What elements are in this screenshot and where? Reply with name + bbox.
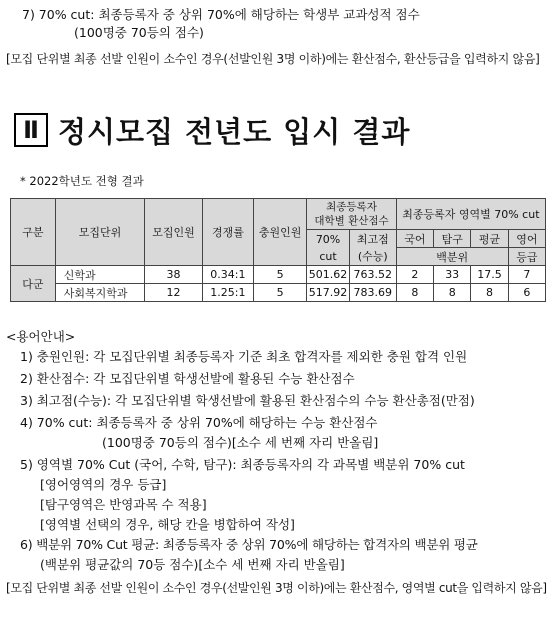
glossary-item: (100명중 70등의 점수)[소수 세 번째 자리 반올림] [102,435,379,450]
header-score-group-line2: 대학별 환산점수 [314,215,389,227]
cell-additional: 5 [253,266,306,284]
glossary-item: 2) 환산점수: 각 모집단위별 학생선발에 활용된 수능 환산점수 [20,371,355,386]
cell-cut70: 517.92 [307,284,350,302]
top-note: [모집 단위별 최종 선발 인원이 소수인 경우(선발인원 3명 이하)에는 환산점수, 환산등급을 입력하지 않음] [6,52,540,66]
cell-quota: 38 [145,266,203,284]
section-numeral-box [14,113,48,147]
cell-additional: 5 [253,284,306,302]
glossary-item: (백분위 평균값의 70등 점수)[소수 세 번째 자리 반올림] [40,557,345,572]
header-cut70 [307,230,350,266]
cell-english: 7 [508,266,545,284]
table-row [11,284,546,302]
cell-quota: 12 [145,284,203,302]
subtitle: * 2022학년도 전형 결과 [20,174,144,188]
header-additional: 충원인원 [253,199,306,266]
header-quota: 모집인원 [145,199,203,266]
header-grade: 등급 [508,248,545,266]
glossary-item: 6) 백분위 70% Cut 평균: 최종등록자 중 상위 70%에 해당하는 합격자의 백분위 평균 [20,537,478,552]
glossary-heading: <용어안내> [6,329,76,344]
cell-english: 6 [508,284,545,302]
cell-cut70: 501.62 [307,266,350,284]
section-numeral: Ⅱ [23,116,39,144]
item7-line1: 7) 70% cut: 최종등록자 중 상위 70%에 해당하는 학생부 교과성적 점수 [22,7,420,22]
cell-unit: 사회복지학과 [55,284,145,302]
cell-inquiry: 33 [434,266,471,284]
header-score-group-line1: 최종등록자 [326,201,377,213]
header-korean: 국어 [396,230,433,248]
header-unit: 모집단위 [55,199,145,266]
cell-top: 763.52 [349,266,396,284]
header-top [349,230,396,266]
cell-unit: 신학과 [55,266,145,284]
glossary-item: 1) 충원인원: 각 모집단위별 최종등록자 기준 최초 합격자를 제외한 충원 합격 인원 [20,349,468,364]
cell-ratio: 1.25:1 [202,284,253,302]
table-row [11,266,546,284]
cell-inquiry: 8 [434,284,471,302]
group-cell: 다군 [11,266,56,302]
glossary-item: 4) 70% cut: 최종등록자 중 상위 70%에 해당하는 수능 환산점수 [20,415,378,430]
glossary-item: [탐구영역은 반영과목 수 적용] [40,497,207,512]
glossary-item: [영어영역의 경우 등급] [40,477,167,492]
cell-average: 17.5 [471,266,508,284]
header-row-1 [11,199,546,230]
glossary-item: 3) 최고점(수능): 각 모집단위별 학생선발에 활용된 환산점수의 수능 환산총점(만점) [20,393,475,408]
item7-line2: (100명중 70등의 점수) [74,25,204,40]
header-inquiry: 탐구 [434,230,471,248]
cell-korean: 2 [396,266,433,284]
cell-top: 783.69 [349,284,396,302]
header-score-group [307,199,397,230]
header-cut70-line2: cut [319,249,337,263]
cell-ratio: 0.34:1 [202,266,253,284]
header-average: 평균 [471,230,508,248]
cell-korean: 8 [396,284,433,302]
header-top-line2: (수능) [357,249,388,263]
glossary-note: [모집 단위별 최종 선발 인원이 소수인 경우(선발인원 3명 이하)에는 환산점수, 영역별 cut을 입력하지 않음] [6,581,547,595]
glossary-item: 5) 영역별 70% Cut (국어, 수학, 탐구): 최종등록자의 각 과목별 백분위 70% cut [20,457,465,472]
cell-average: 8 [471,284,508,302]
header-grade-group: 최종등록자 영역별 70% cut [396,199,545,230]
section-title: 정시모집 전년도 입시 결과 [58,115,411,149]
header-english: 영어 [508,230,545,248]
header-cut70-line1: 70% [315,232,341,246]
glossary-item: [영역별 선택의 경우, 해당 칸을 병합하여 작성] [40,517,295,532]
header-top-line1: 최고점 [356,232,389,246]
results-table [10,198,546,302]
header-ratio: 경쟁률 [202,199,253,266]
header-percentile: 백분위 [396,248,508,266]
header-division: 구분 [11,199,56,266]
